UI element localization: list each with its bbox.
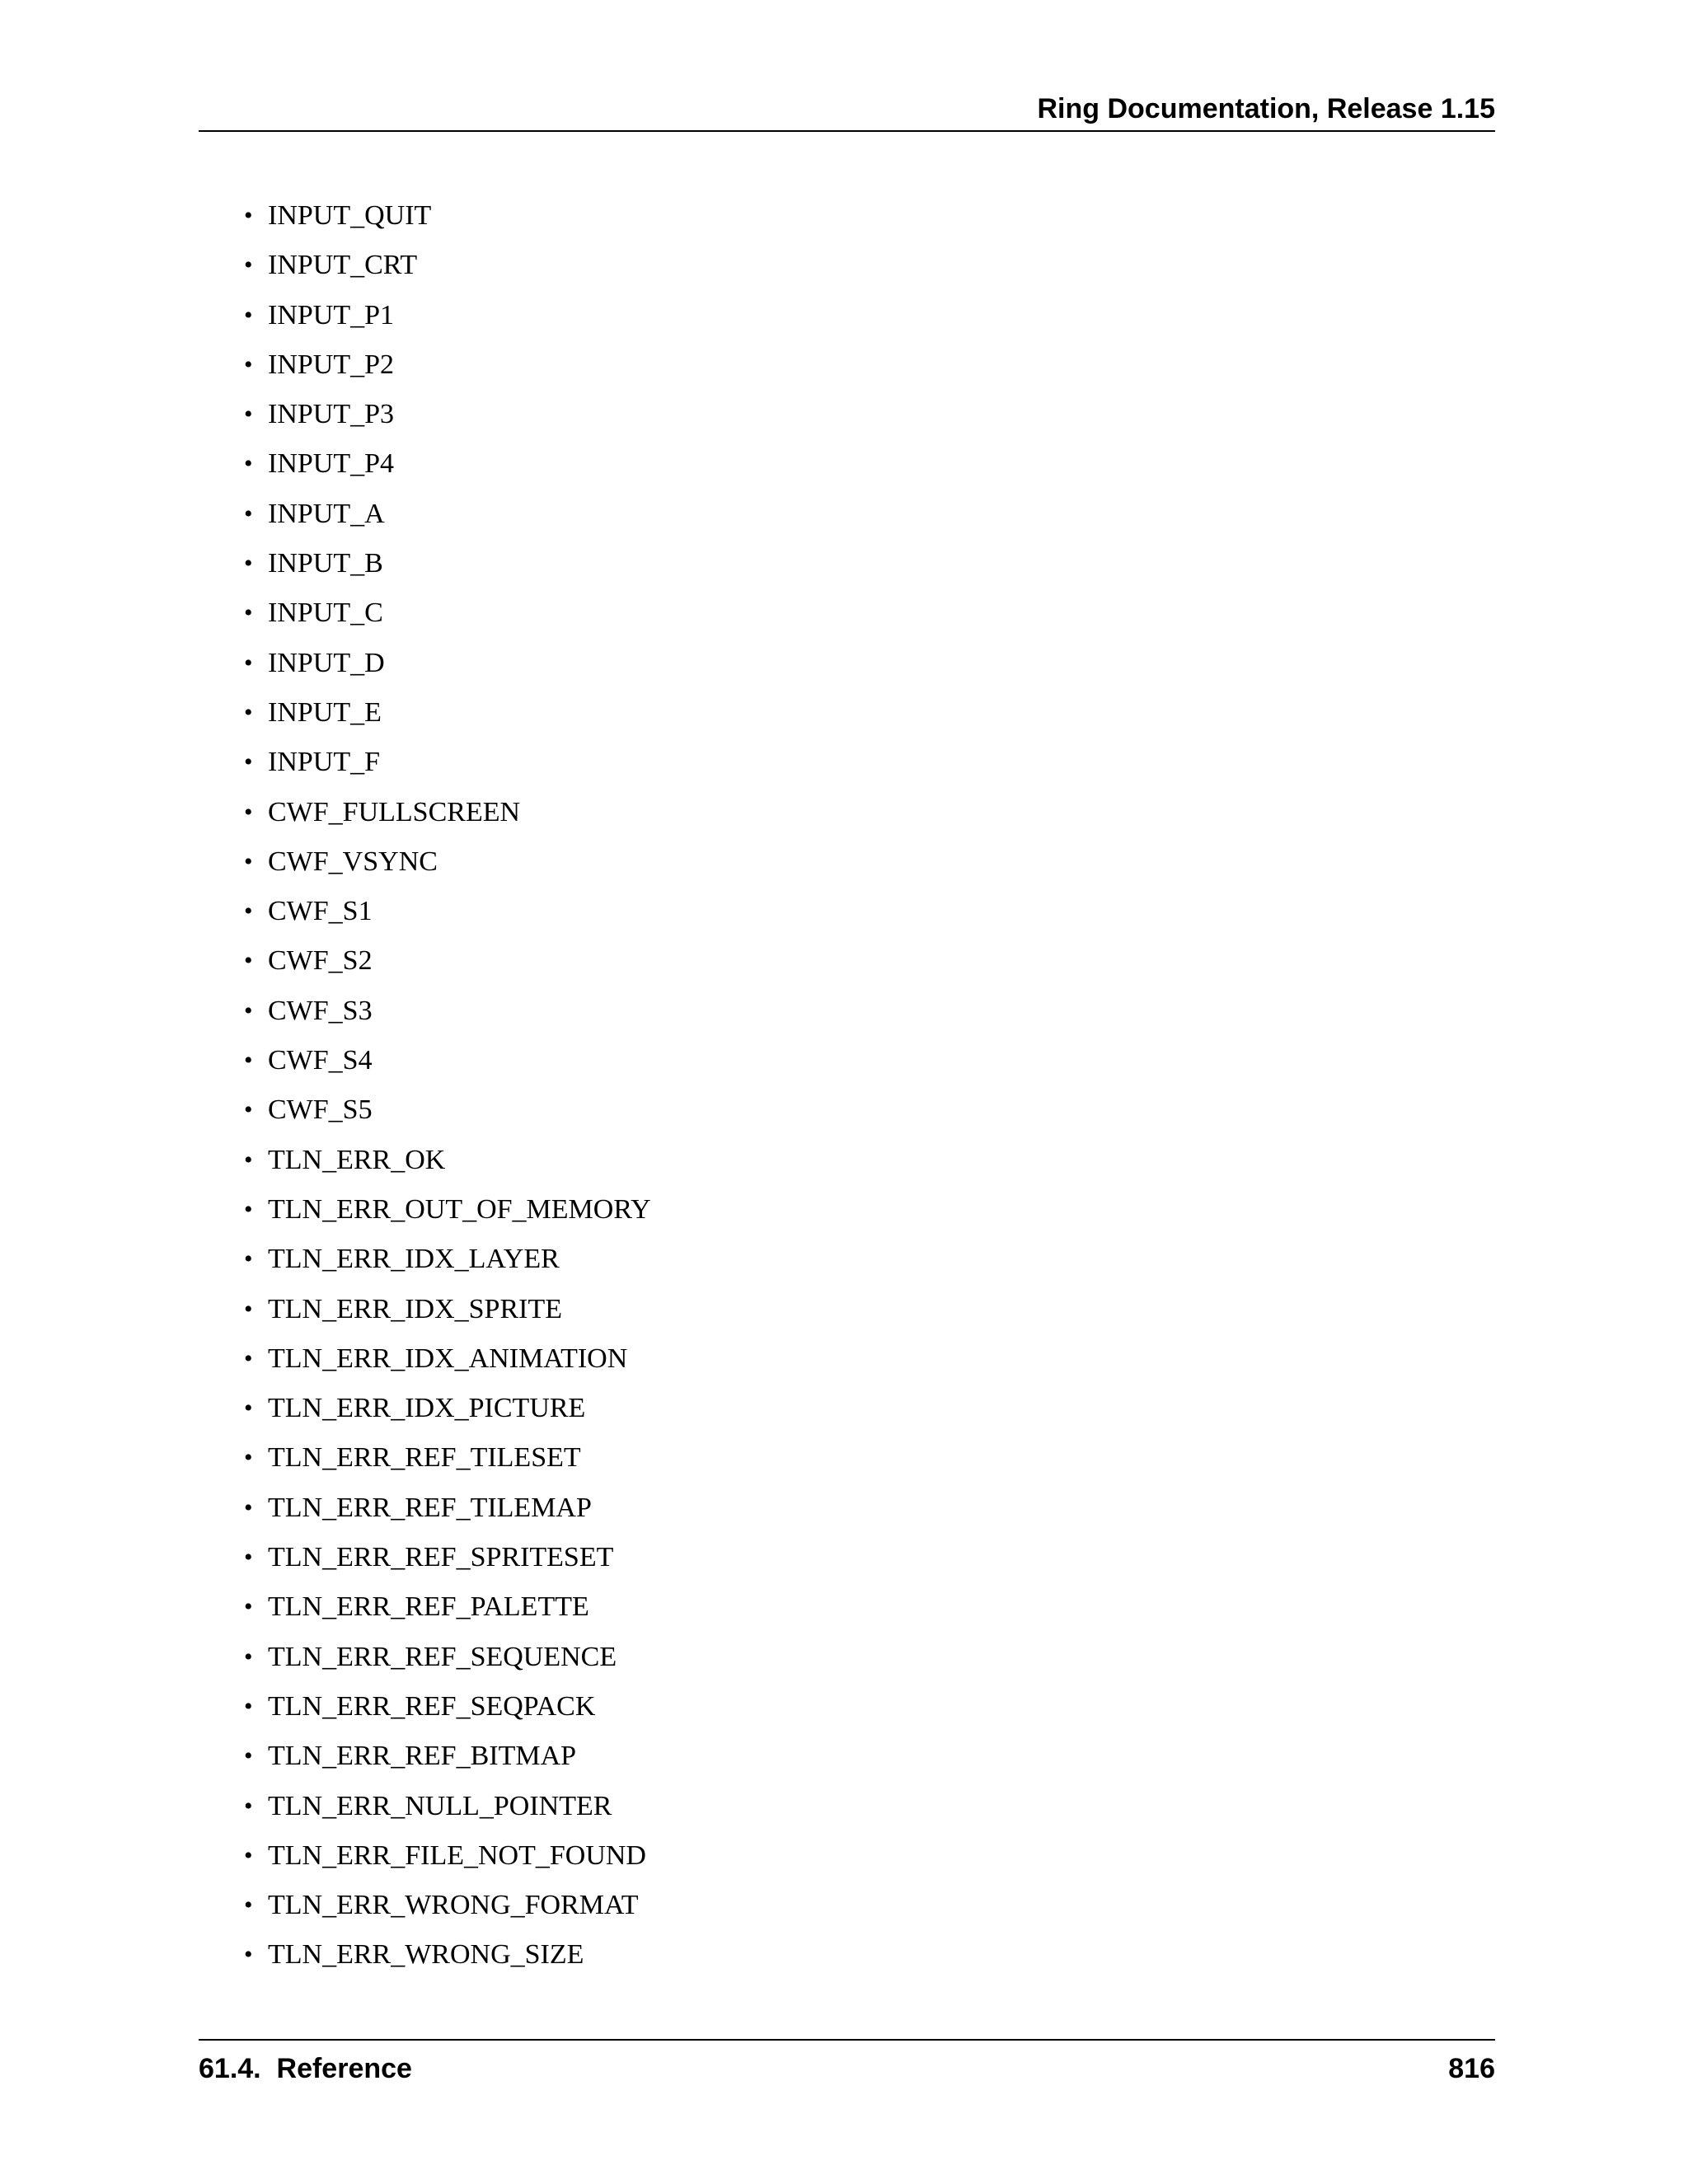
bullet-icon: • xyxy=(244,847,253,875)
bullet-icon: • xyxy=(244,1891,253,1919)
constant-name: TLN_ERR_WRONG_SIZE xyxy=(268,1939,584,1971)
constant-name: INPUT_CRT xyxy=(268,250,418,281)
constant-name: TLN_ERR_IDX_PICTURE xyxy=(268,1393,586,1424)
bullet-icon: • xyxy=(244,1792,253,1820)
bullet-icon: • xyxy=(244,1941,253,1969)
bullet-icon: • xyxy=(244,1096,253,1124)
bullet-icon: • xyxy=(244,202,253,229)
constant-name: INPUT_E xyxy=(268,696,382,728)
constant-name: INPUT_F xyxy=(268,747,381,778)
constant-name: TLN_ERR_REF_SPRITESET xyxy=(268,1542,614,1573)
bullet-icon: • xyxy=(244,1394,253,1422)
bullet-icon: • xyxy=(244,1841,253,1869)
bullet-icon: • xyxy=(244,947,253,975)
constant-name: TLN_ERR_REF_SEQPACK xyxy=(268,1690,596,1722)
document-title: Ring Documentation, Release 1.15 xyxy=(1037,93,1495,124)
constant-name: INPUT_P3 xyxy=(268,399,395,430)
bullet-icon: • xyxy=(244,1593,253,1621)
bullet-icon: • xyxy=(244,1692,253,1720)
constant-name: CWF_VSYNC xyxy=(268,846,438,877)
bullet-icon: • xyxy=(244,499,253,527)
constant-name: TLN_ERR_OK xyxy=(268,1144,446,1175)
bullet-icon: • xyxy=(244,1742,253,1770)
bullet-icon: • xyxy=(244,1195,253,1223)
bullet-icon: • xyxy=(244,1245,253,1273)
constant-name: INPUT_C xyxy=(268,598,383,629)
page-number: 816 xyxy=(1448,2053,1495,2084)
bullet-icon: • xyxy=(244,1146,253,1174)
constant-name: CWF_S5 xyxy=(268,1094,373,1126)
bullet-icon: • xyxy=(244,1444,253,1472)
bullet-icon: • xyxy=(244,301,253,329)
constant-name: CWF_FULLSCREEN xyxy=(268,796,521,827)
constant-name: TLN_ERR_REF_BITMAP xyxy=(268,1741,577,1772)
constant-name: TLN_ERR_IDX_ANIMATION xyxy=(268,1343,628,1374)
constant-name: TLN_ERR_REF_SEQUENCE xyxy=(268,1641,617,1672)
bullet-icon: • xyxy=(244,898,253,926)
bullet-icon: • xyxy=(244,1295,253,1323)
page-footer xyxy=(199,2039,1495,2090)
constant-name: TLN_ERR_NULL_POINTER xyxy=(268,1790,612,1821)
bullet-icon: • xyxy=(244,1643,253,1671)
bullet-icon: • xyxy=(244,1544,253,1572)
bullet-icon: • xyxy=(244,550,253,578)
constant-name: INPUT_D xyxy=(268,647,385,678)
constant-name: INPUT_B xyxy=(268,548,383,579)
constant-name: TLN_ERR_OUT_OF_MEMORY xyxy=(268,1193,651,1225)
constant-name: INPUT_QUIT xyxy=(268,200,432,231)
bullet-icon: • xyxy=(244,599,253,627)
constant-name: CWF_S4 xyxy=(268,1045,373,1076)
constant-name: TLN_ERR_IDX_SPRITE xyxy=(268,1293,562,1324)
constant-name: TLN_ERR_FILE_NOT_FOUND xyxy=(268,1840,646,1871)
page-header xyxy=(199,89,1495,132)
constant-name: CWF_S2 xyxy=(268,945,373,977)
bullet-icon: • xyxy=(244,698,253,726)
constant-name: INPUT_P2 xyxy=(268,349,395,380)
constant-name: CWF_S1 xyxy=(268,896,373,927)
bullet-icon: • xyxy=(244,996,253,1024)
constant-name: TLN_ERR_REF_TILEMAP xyxy=(268,1492,592,1523)
bullet-icon: • xyxy=(244,1047,253,1075)
bullet-icon: • xyxy=(244,1344,253,1372)
bullet-icon: • xyxy=(244,748,253,776)
constant-name: INPUT_P4 xyxy=(268,448,395,480)
constant-name: CWF_S3 xyxy=(268,995,373,1026)
bullet-icon: • xyxy=(244,649,253,677)
bullet-icon: • xyxy=(244,1493,253,1521)
bullet-icon: • xyxy=(244,401,253,429)
constant-name: TLN_ERR_REF_PALETTE xyxy=(268,1591,589,1623)
constant-name: INPUT_A xyxy=(268,498,385,529)
bullet-icon: • xyxy=(244,350,253,378)
bullet-icon: • xyxy=(244,798,253,826)
constant-name: TLN_ERR_IDX_LAYER xyxy=(268,1244,560,1275)
constant-name: INPUT_P1 xyxy=(268,299,395,330)
constant-name: TLN_ERR_REF_TILESET xyxy=(268,1442,581,1474)
section-reference: 61.4. Reference xyxy=(199,2053,412,2084)
bullet-icon: • xyxy=(244,251,253,279)
bullet-icon: • xyxy=(244,450,253,478)
constant-name: TLN_ERR_WRONG_FORMAT xyxy=(268,1890,639,1921)
